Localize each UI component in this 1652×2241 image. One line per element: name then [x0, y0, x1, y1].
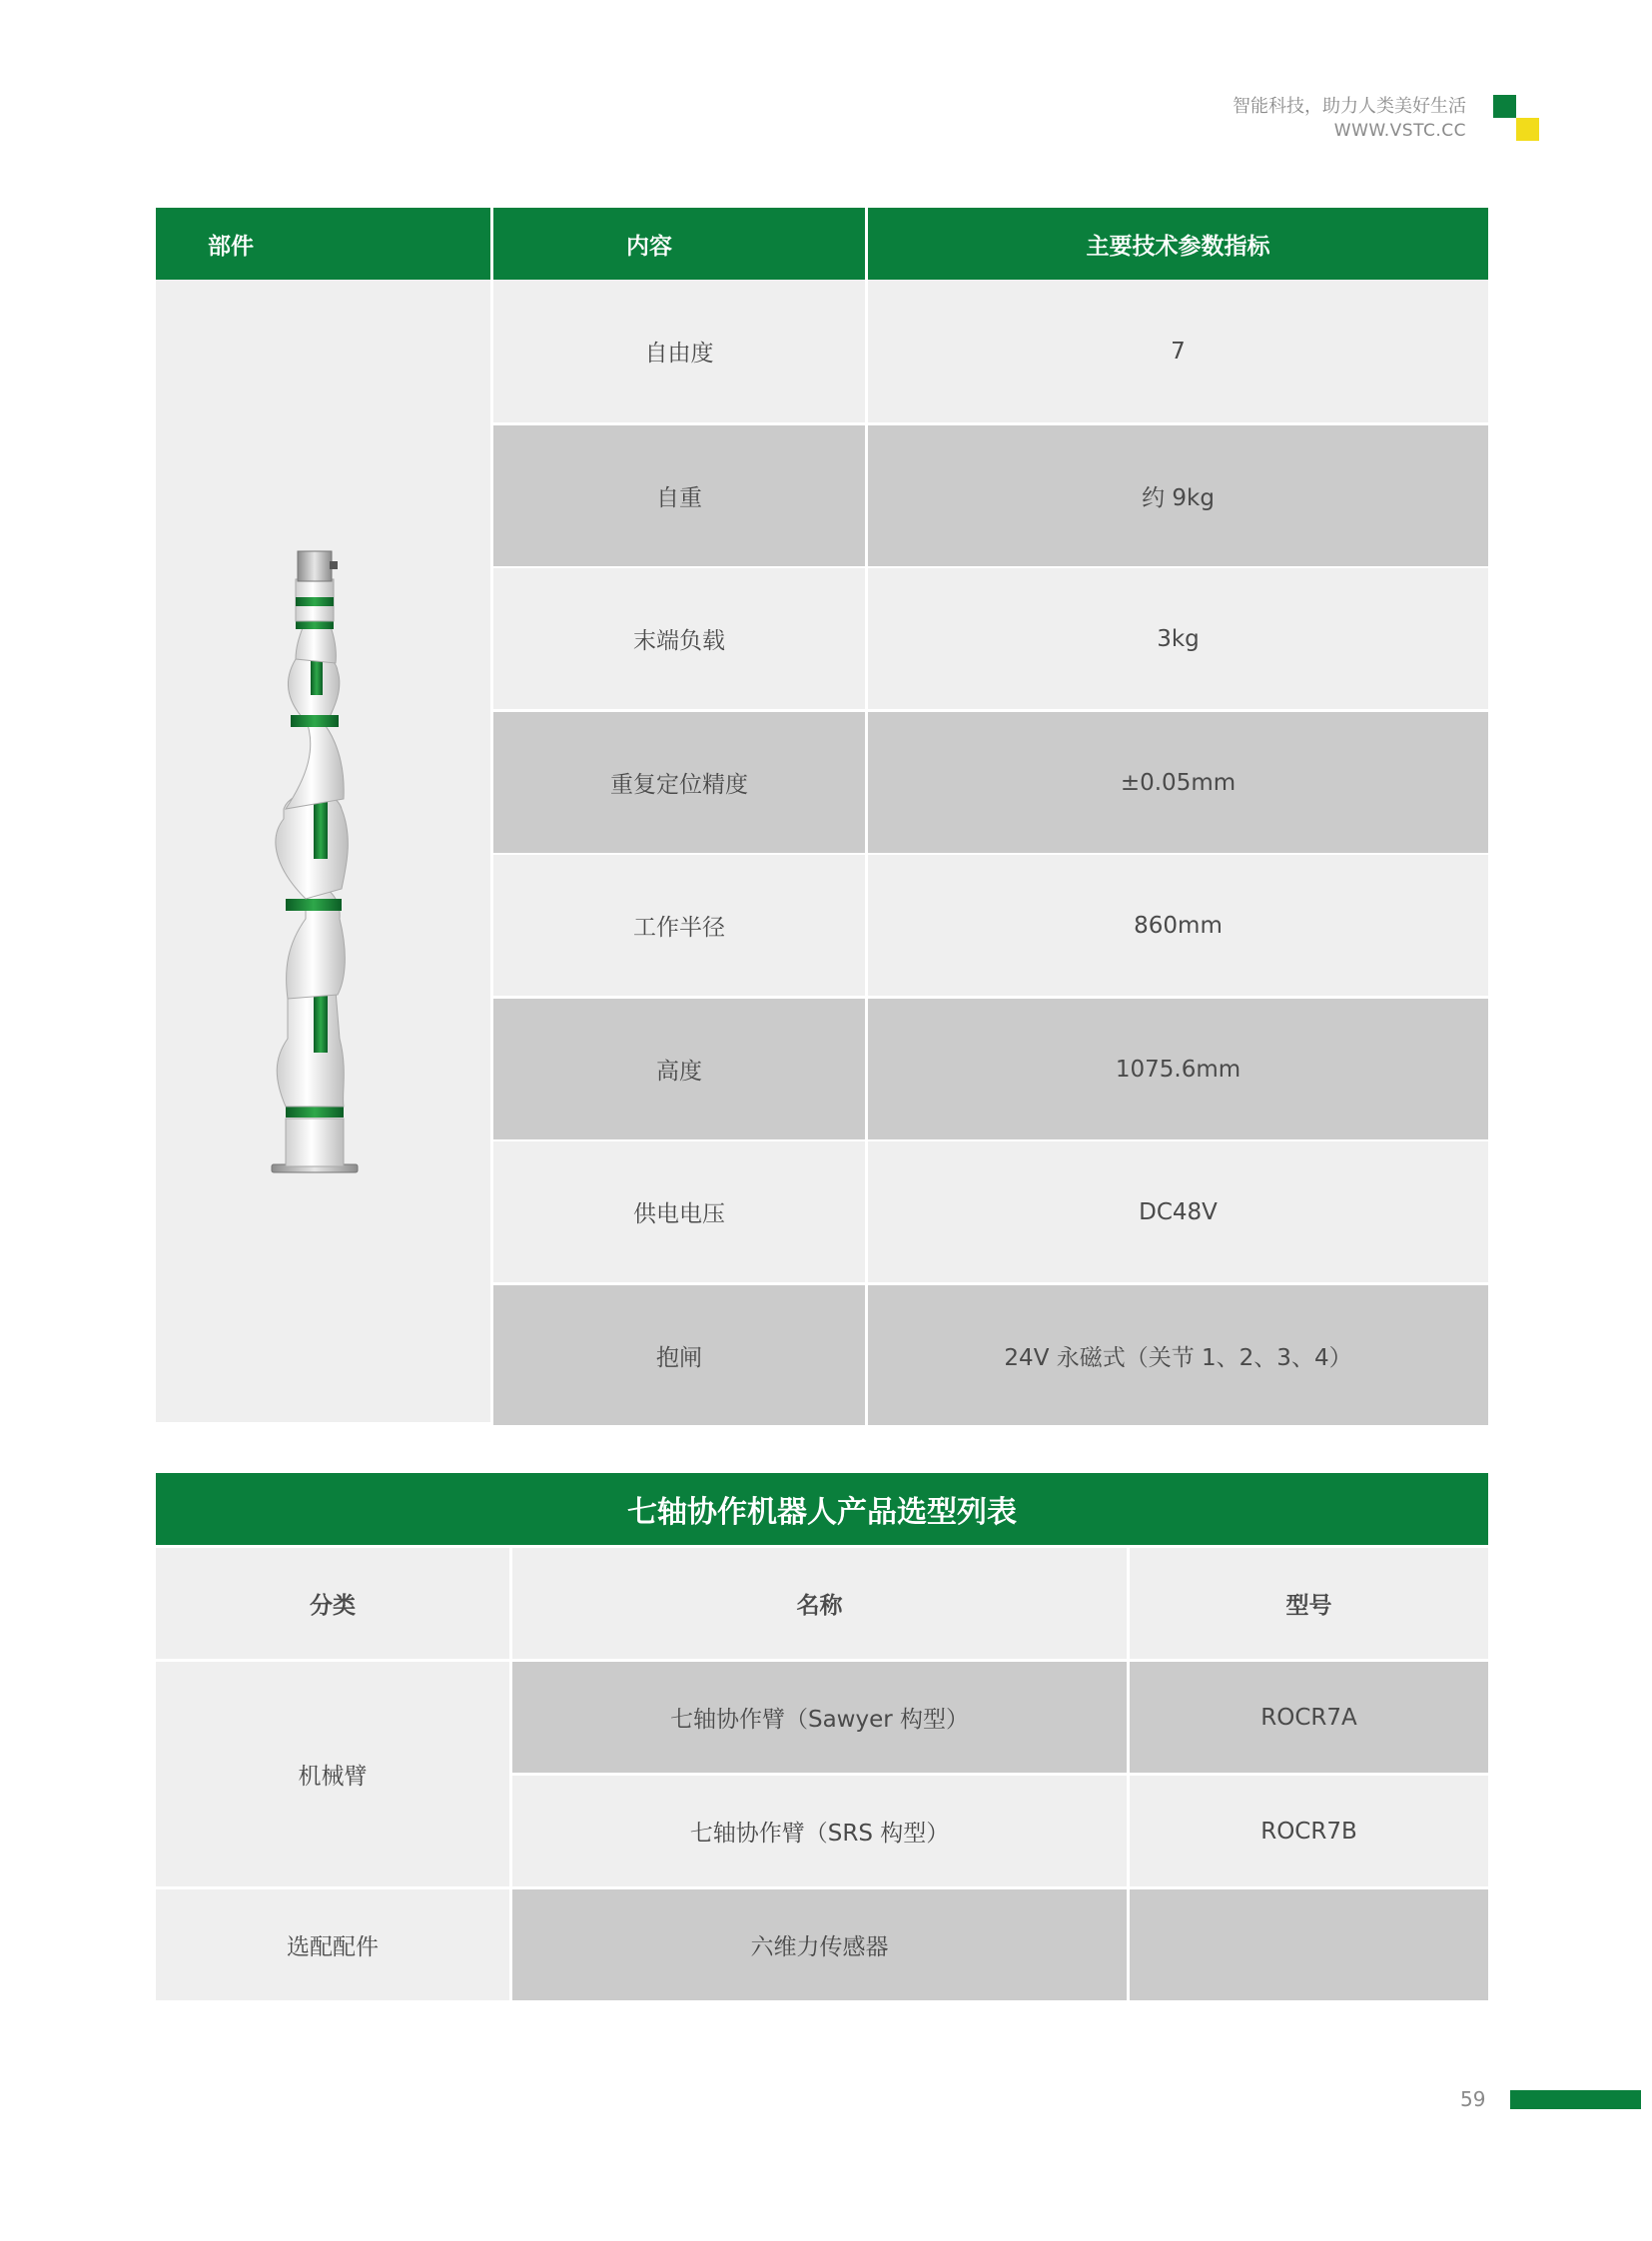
spec-table-header [156, 208, 1488, 280]
spec-row [493, 999, 1488, 1139]
spec-value: 7 [868, 280, 1488, 422]
logo-yellow-square [1516, 118, 1539, 141]
spec-value: ±0.05mm [868, 712, 1488, 853]
header-part: 部件 [156, 208, 490, 280]
product-model: ROCR7B [1130, 1776, 1488, 1886]
spec-row [493, 712, 1488, 853]
spec-value: 24V 永磁式（关节 1、2、3、4） [868, 1285, 1488, 1425]
page-accent-bar [1510, 2090, 1641, 2109]
spec-row [493, 1285, 1488, 1425]
spec-value: 3kg [868, 568, 1488, 709]
slogan-text: 智能科技，助力人类美好生活 [1233, 96, 1466, 117]
header-slogan [1233, 95, 1466, 143]
robot-arm-illustration [156, 280, 490, 1422]
spec-value: 1075.6mm [868, 999, 1488, 1139]
product-name: 七轴协作臂（SRS 构型） [512, 1776, 1127, 1886]
spec-row [493, 568, 1488, 709]
product-selection-table [156, 1473, 1488, 2000]
spec-row [493, 1141, 1488, 1282]
logo-green-square [1493, 95, 1516, 118]
category-cell: 机械臂 [156, 1662, 509, 1886]
spec-rows [493, 280, 1488, 1425]
product-table-title: 七轴协作机器人产品选型列表 [156, 1473, 1488, 1545]
product-name: 六维力传感器 [512, 1889, 1127, 2000]
spec-row [493, 855, 1488, 996]
spec-value: DC48V [868, 1141, 1488, 1282]
robot-arm-image-cell [156, 280, 490, 1422]
spec-row [493, 280, 1488, 422]
header-name: 名称 [512, 1548, 1127, 1659]
spec-item: 自重 [493, 425, 865, 566]
product-name: 七轴协作臂（Sawyer 构型） [512, 1662, 1127, 1773]
spec-item: 抱闸 [493, 1285, 865, 1425]
website-url: WWW.VSTC.CC [1333, 121, 1466, 141]
spec-item: 末端负载 [493, 568, 865, 709]
spec-row [493, 425, 1488, 566]
page-number: 59 [1460, 2087, 1486, 2111]
product-model: ROCR7A [1130, 1662, 1488, 1773]
category-cell: 选配配件 [156, 1889, 509, 2000]
header-category: 分类 [156, 1548, 509, 1659]
spec-value: 约 9kg [868, 425, 1488, 566]
spec-item: 工作半径 [493, 855, 865, 996]
header-model: 型号 [1130, 1548, 1488, 1659]
spec-table [156, 208, 1488, 1425]
product-model [1130, 1889, 1488, 2000]
spec-item: 高度 [493, 999, 865, 1139]
spec-item: 重复定位精度 [493, 712, 865, 853]
spec-item: 自由度 [493, 280, 865, 422]
header-content: 内容 [493, 208, 865, 280]
header-parameters: 主要技术参数指标 [868, 208, 1488, 280]
spec-value: 860mm [868, 855, 1488, 996]
spec-item: 供电电压 [493, 1141, 865, 1282]
